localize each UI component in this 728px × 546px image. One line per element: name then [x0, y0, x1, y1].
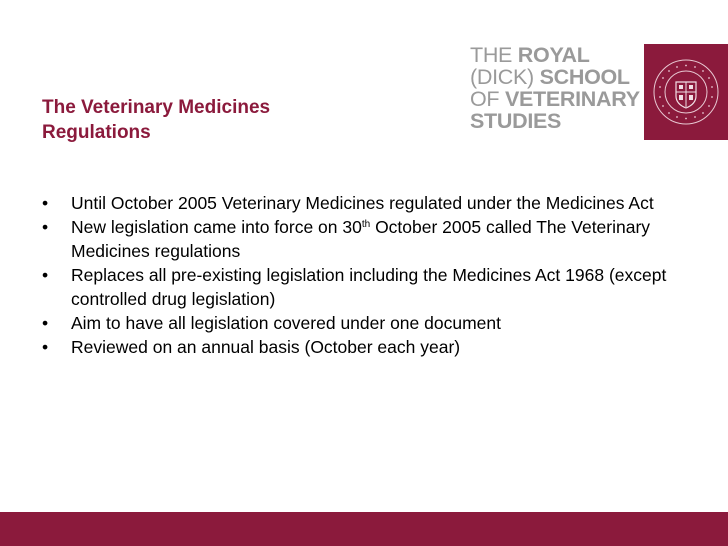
crest-charge-3 — [679, 95, 683, 100]
logo-word-school: SCHOOL — [539, 65, 630, 89]
bullet-text-pre: New legislation came into force on 30 — [71, 217, 362, 237]
logo-line-4: STUDIES — [470, 109, 562, 133]
bullet-marker: • — [42, 193, 49, 213]
logo-word-dick: (DICK) — [470, 65, 534, 89]
crest-charge-4 — [689, 95, 693, 100]
crest-charge-1 — [679, 85, 683, 89]
bullet-item — [42, 263, 682, 311]
bullet-text: Reviewed on an annual basis (October each year) — [71, 337, 461, 357]
bullet-marker: • — [42, 217, 49, 237]
logo-word-the: THE — [470, 43, 513, 67]
bullet-item — [42, 311, 682, 335]
slide-title-line-2: Regulations — [42, 122, 151, 143]
bullet-text: Aim to have all legislation covered under one document — [71, 313, 501, 333]
footer-bar — [0, 512, 728, 546]
school-logo-wordmark — [470, 44, 650, 132]
bullet-marker: • — [42, 313, 49, 333]
crest-charge-2 — [689, 85, 693, 89]
slide-title-line-1: The Veterinary Medicines — [42, 97, 271, 118]
logo-word-royal: ROYAL — [517, 43, 590, 67]
logo-line-2 — [470, 66, 650, 88]
bullet-marker: • — [42, 337, 49, 357]
bullet-item — [42, 335, 682, 359]
bullet-text: Replaces all pre-existing legislation including the Medicines Act 1968 (except controlled drug legislation) — [71, 265, 667, 309]
bullet-text-post: October 2005 called The Veterinary Medicines regulations — [71, 217, 651, 261]
bullet-text-superscript: th — [361, 219, 371, 230]
logo-word-veterinary: VETERINARY — [504, 87, 640, 111]
slide-title — [42, 95, 372, 145]
university-crest-block — [644, 44, 728, 140]
bullet-text: Until October 2005 Veterinary Medicines regulated under the Medicines Act — [71, 193, 654, 213]
bullet-item — [42, 191, 682, 215]
bullet-item — [42, 215, 682, 263]
bullet-marker: • — [42, 265, 49, 285]
university-crest-icon — [644, 44, 728, 140]
logo-word-of: OF — [470, 87, 500, 111]
logo-line-1 — [470, 44, 650, 66]
logo-line-3 — [470, 88, 650, 110]
bullet-list — [42, 191, 682, 359]
